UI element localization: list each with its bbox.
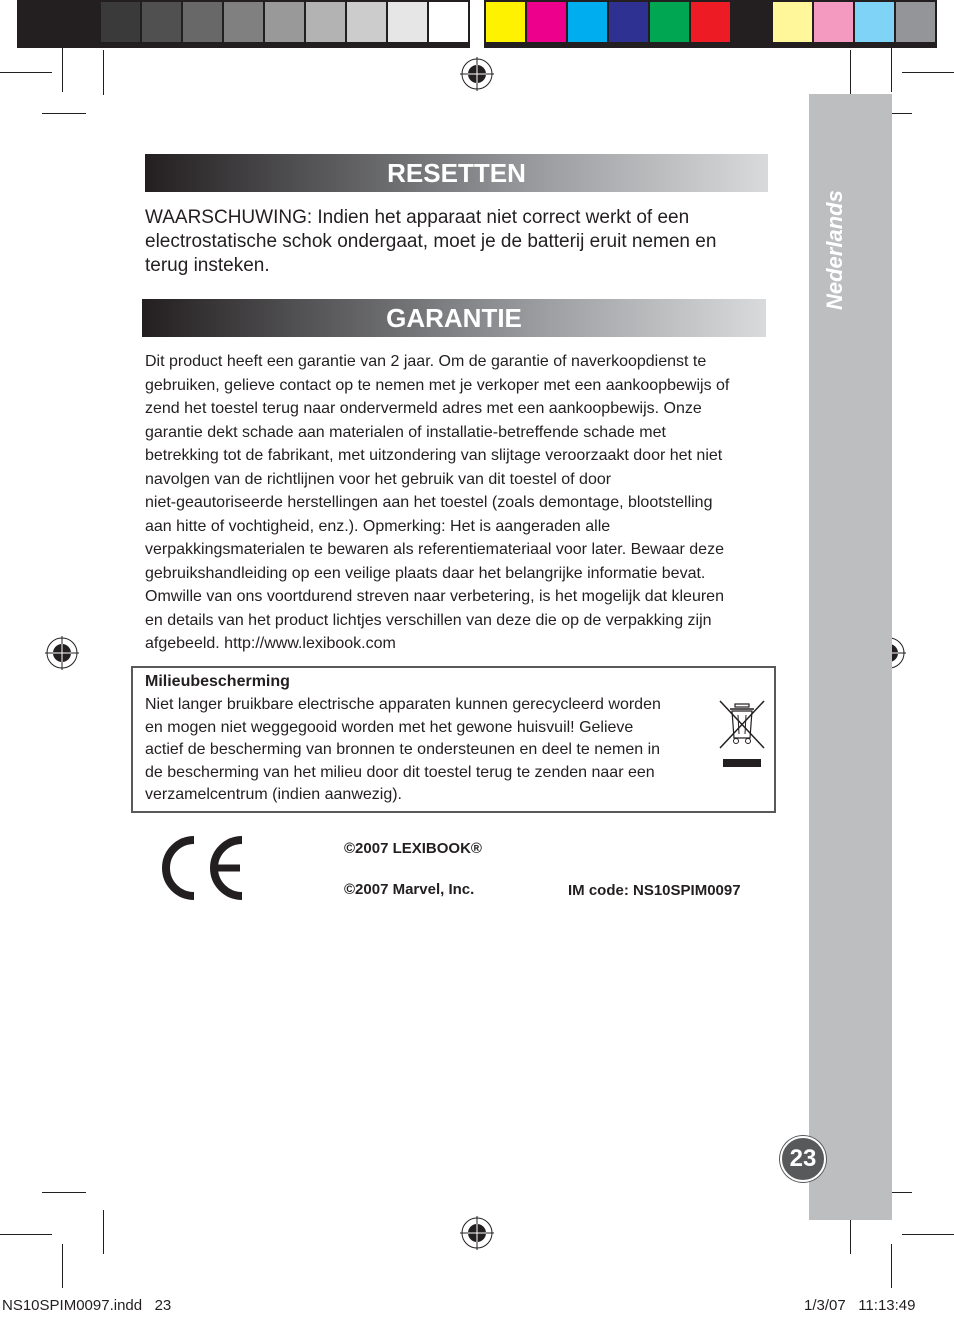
garantie-text	[145, 350, 785, 656]
color-swatch	[224, 2, 263, 42]
page-number: 23	[780, 1136, 826, 1182]
slug-timestamp: 1/3/07 11:13:49	[804, 1297, 916, 1314]
resetten-header: RESETTEN	[145, 154, 768, 192]
crop-mark	[62, 48, 63, 92]
text-line: gebruikshandleiding op een veilige plaats daar het belangrijke informatie bevat.	[145, 564, 706, 582]
text-line: en details van het product lichtjes verschillen van deze die op de verpakking zijn	[145, 611, 712, 629]
crop-mark	[103, 50, 104, 95]
color-swatch-bar	[484, 0, 937, 48]
im-code: IM code: NS10SPIM0097	[568, 882, 741, 899]
text-line: WAARSCHUWING: Indien het apparaat niet correct werkt of een	[145, 207, 690, 228]
gray-scale-bar	[17, 0, 470, 48]
color-swatch	[388, 2, 427, 42]
color-swatch	[650, 2, 689, 42]
text-line: Omwille van ons voortdurend streven naar verbetering, is het mogelijk dat kleuren	[145, 588, 724, 605]
text-line: niet-geautoriseerde herstellingen aan het toestel (zoals demontage, blootstelling	[145, 494, 713, 511]
text-line: actief de bescherming van bronnen te ondersteunen en deel te nemen in	[145, 741, 661, 758]
environment-title: Milieubescherming	[145, 673, 290, 690]
color-swatch	[60, 2, 99, 42]
text-line: gebruiken, gelieve contact op te nemen met je verkoper met een aankoopbewijs of	[145, 376, 730, 394]
crop-mark	[42, 1192, 86, 1193]
ce-mark-icon	[150, 834, 250, 902]
environment-text	[145, 694, 705, 807]
slug-filename: NS10SPIM0097.indd 23	[2, 1297, 172, 1314]
crop-mark	[103, 1210, 104, 1254]
text-line: zend het toestel terug naar ondervermeld adres met een aankoopbewijs. Onze	[145, 400, 702, 417]
color-swatch	[896, 2, 935, 42]
crop-mark	[891, 1244, 892, 1288]
text-line: terug insteken.	[145, 255, 270, 276]
text-line: Niet langer bruikbare electrische apparaten kunnen gerecycleerd worden	[145, 696, 661, 713]
text-line: electrostatische schok ondergaat, moet je de batterij eruit nemen en	[145, 231, 717, 252]
crop-mark	[42, 113, 86, 114]
color-swatch	[101, 2, 140, 42]
resetten-text	[145, 206, 785, 278]
text-line: verpakkingsmaterialen te bewaren als referentiemateriaal voor later. Bewaar deze	[145, 541, 724, 558]
text-line: verzamelcentrum (indien aanwezig).	[145, 786, 402, 803]
crop-mark	[0, 72, 52, 73]
crop-mark	[891, 48, 892, 92]
text-line: Dit product heeft een garantie van 2 jaar. Om de garantie of naverkoopdienst te	[145, 353, 707, 370]
copyright-marvel: ©2007 Marvel, Inc.	[344, 881, 475, 898]
crop-mark	[902, 1234, 954, 1235]
crossed-out-wheelie-bin-icon	[717, 698, 767, 768]
text-line: navolgen van de richtlijnen voor het gebruik van dit toestel of door	[145, 470, 612, 488]
color-swatch	[855, 2, 894, 42]
crop-mark	[0, 1234, 52, 1235]
crop-mark	[850, 50, 851, 95]
color-swatch	[183, 2, 222, 42]
color-swatch	[347, 2, 386, 42]
color-swatch	[527, 2, 566, 42]
language-label: Nederlands	[822, 190, 847, 310]
color-swatch	[609, 2, 648, 42]
color-swatch	[486, 2, 525, 42]
text-line: afgebeeld. http://www.lexibook.com	[145, 635, 396, 652]
color-swatch	[306, 2, 345, 42]
color-swatch	[429, 2, 468, 42]
color-swatch	[568, 2, 607, 42]
registration-mark-icon	[45, 636, 79, 670]
color-swatch	[814, 2, 853, 42]
color-swatch	[142, 2, 181, 42]
color-swatch	[265, 2, 304, 42]
crop-mark	[902, 72, 954, 73]
text-line: en mogen niet weggegooid worden met het gewone huisvuil! Gelieve	[145, 718, 634, 736]
text-line: garantie dekt schade aan materialen of installatie-betreffende schade met	[145, 423, 666, 441]
text-line: betrekking tot de fabrikant, met uitzondering van slijtage veroorzaakt door het niet	[145, 447, 723, 464]
copyright-lexibook: ©2007 LEXIBOOK®	[344, 840, 482, 857]
color-swatch	[732, 2, 771, 42]
color-swatch	[691, 2, 730, 42]
crop-mark	[62, 1244, 63, 1288]
garantie-header: GARANTIE	[142, 299, 766, 337]
registration-mark-icon	[460, 1216, 494, 1250]
text-line: aan hitte of vochtigheid, enz.). Opmerking: Het is aangeraden alle	[145, 517, 611, 535]
registration-mark-icon	[460, 57, 494, 91]
text-line: de bescherming van het milieu door dit toestel terug te zenden naar een	[145, 763, 655, 781]
color-swatch	[773, 2, 812, 42]
color-swatch	[19, 2, 58, 42]
